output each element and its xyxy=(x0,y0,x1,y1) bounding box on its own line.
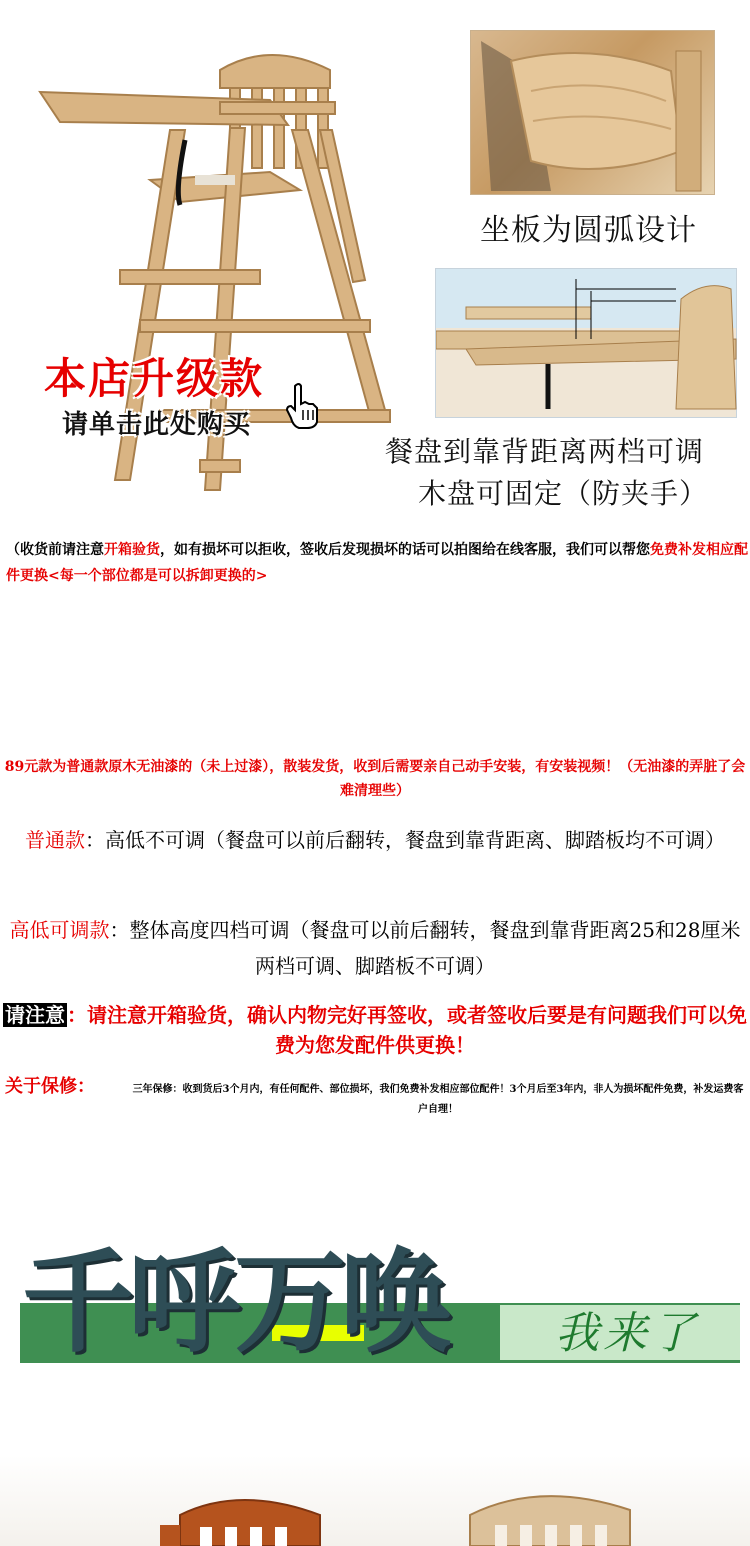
hand-cursor-icon xyxy=(285,382,321,430)
seat-detail-image xyxy=(470,30,715,195)
chair-tops-illustration xyxy=(0,1455,750,1546)
attention-text: ：请注意开箱验货，确认内物完好再签收，或者签收后要是有问题我们可以免费为您发配件供更换！ xyxy=(67,1003,747,1057)
attention-label: 请注意 xyxy=(5,1003,65,1027)
warranty-label: 关于保修： xyxy=(5,1076,95,1097)
seat-detail-illustration xyxy=(471,31,716,196)
adjustable-model-label: 高低可调款 xyxy=(9,918,110,942)
promo-banner xyxy=(0,1238,750,1385)
inspection-notice xyxy=(0,537,750,589)
warranty-text: 三年保修：收到货后3个月内，有任何配件、部位损坏，我们免费补发相应部位配件！3个月后至3年内，非人为损坏配件免费，补发运费客户自理！ xyxy=(132,1084,744,1115)
adjustable-model-text: ：整体高度四档可调（餐盘可以前后翻转，餐盘到靠背距离25和28厘米两档可调、脚踏板不可调） xyxy=(109,918,741,978)
model-notice: 89元款为普通款原木无油漆的（未上过漆），散装发货，收到后需要亲自己动手安装，有安装视频！（无油漆的弄脏了会难清理些） xyxy=(4,759,746,799)
notice1-part4: 免费补发相应配件更换<每一个部位都是可以拆卸更换的> xyxy=(6,542,748,584)
notice1-part1: （收货前请注意 xyxy=(6,542,104,558)
tray-detail-illustration xyxy=(436,269,738,419)
notice1-part2: 开箱验货 xyxy=(104,542,160,558)
banner-brush-text: 我来了 xyxy=(555,1308,699,1359)
buy-link[interactable]: 请单击此处购买 xyxy=(62,410,252,440)
attention-notice xyxy=(0,1000,750,1060)
tray-detail-image xyxy=(435,268,737,418)
banner-headline: 千呼万唤 xyxy=(22,1238,446,1368)
standard-model-description xyxy=(0,822,750,858)
seat-caption: 坐板为圆弧设计 xyxy=(480,213,697,248)
standard-model-text: ：高低不可调（餐盘可以前后翻转，餐盘到靠背距离、脚踏板均不可调） xyxy=(85,828,725,852)
tray-caption-2: 木盘可固定（防夹手） xyxy=(418,477,709,510)
product-preview xyxy=(0,1455,750,1546)
tray-caption-1: 餐盘到靠背距离两档可调 xyxy=(385,435,705,468)
hero-section xyxy=(0,0,750,520)
adjustable-model-description xyxy=(0,912,750,984)
promo-title[interactable]: 本店升级款 xyxy=(44,354,265,403)
notice1-part3: ，如有损坏可以拒收，签收后发现损坏的话可以拍图给在线客服，我们可以帮您 xyxy=(160,542,650,558)
standard-model-label: 普通款 xyxy=(25,828,85,852)
